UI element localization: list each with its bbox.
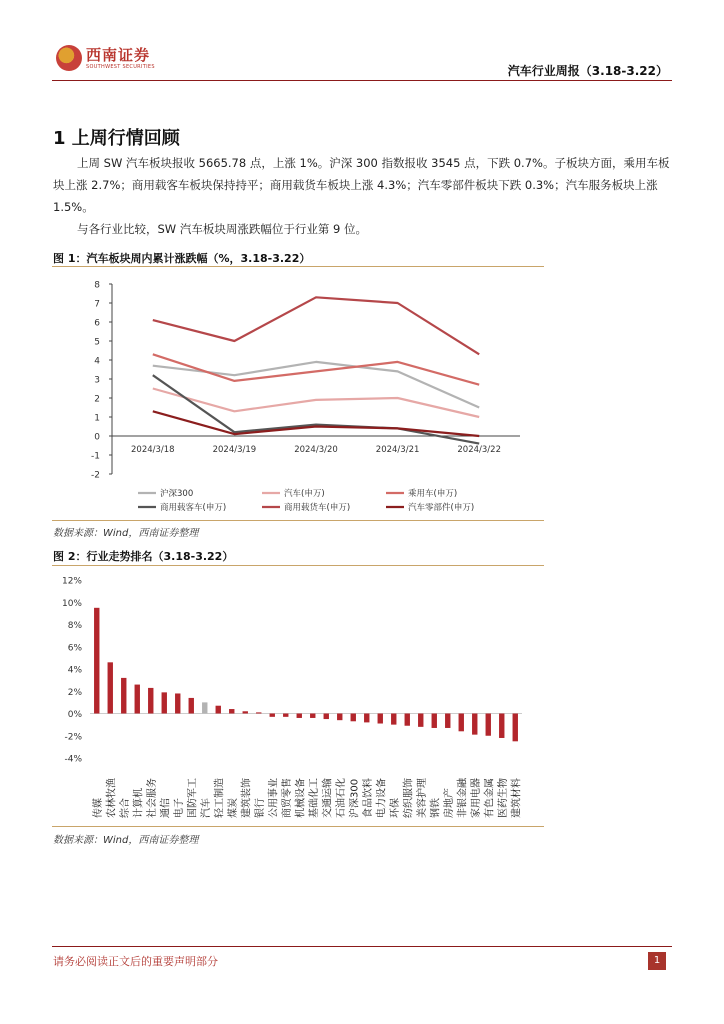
x-tick-label: 建筑装饰: [241, 778, 253, 818]
x-tick-label: 2024/3/22: [457, 445, 501, 455]
x-tick-label: 电力设备: [376, 778, 388, 818]
bar: [391, 714, 396, 725]
figure2-bottom-rule: [52, 826, 544, 827]
bar: [405, 714, 410, 726]
bar: [162, 692, 167, 713]
figure2-top-rule: [52, 565, 544, 566]
ranking-paragraph: 与各行业比较，SW 汽车板块周涨跌幅位于行业第 9 位。: [77, 222, 367, 236]
bar: [459, 714, 464, 732]
bar: [472, 714, 477, 735]
bar: [189, 698, 194, 714]
y-tick-label: 7: [94, 299, 100, 310]
bar: [445, 714, 450, 728]
bar: [135, 685, 140, 714]
section-heading: 1 上周行情回顾: [53, 128, 180, 149]
x-tick-label: 农林牧渔: [106, 778, 118, 818]
legend-label: 汽车零部件(申万): [408, 503, 475, 513]
x-tick-label: 银行: [254, 798, 266, 818]
bar: [229, 709, 234, 713]
x-tick-label: 2024/3/19: [212, 445, 257, 455]
line-chart: [52, 270, 544, 518]
legend-label: 乘用车(申万): [408, 489, 458, 499]
x-tick-label: 医药生物: [497, 778, 509, 818]
x-tick-label: 机械设备: [295, 778, 307, 818]
x-tick-label: 家用电器: [470, 778, 482, 818]
y-tick-label: -4%: [64, 754, 82, 765]
bar: [378, 714, 383, 724]
x-tick-label: 传媒: [92, 798, 104, 818]
x-tick-label: 通信: [160, 798, 172, 818]
report-title: 汽车行业周报（3.18-3.22）: [507, 64, 668, 78]
bar: [121, 678, 126, 714]
figure2-source: 数据来源：Wind，西南证券整理: [53, 835, 199, 846]
y-tick-label: 2: [94, 394, 100, 405]
bar: [148, 688, 153, 714]
x-tick-label: 电子: [173, 798, 185, 818]
x-tick-label: 交通运输: [322, 778, 334, 818]
x-tick-label: 钢铁: [430, 798, 442, 818]
bar: [337, 714, 342, 721]
bar: [256, 712, 261, 713]
y-tick-label: 10%: [61, 598, 82, 609]
y-tick-label: 0%: [67, 710, 82, 720]
x-tick-label: 基础化工: [308, 778, 320, 818]
bar: [202, 702, 207, 713]
footer-disclaimer: 请务必阅读正文后的重要声明部分: [53, 955, 218, 968]
bar: [418, 714, 423, 727]
bar: [432, 714, 437, 728]
y-tick-label: -2: [91, 470, 100, 481]
bar: [310, 714, 315, 718]
x-tick-label: 国防军工: [187, 778, 199, 818]
figure1-title: 图 1：汽车板块周内累计涨跌幅（%，3.18-3.22）: [53, 252, 311, 265]
bar: [351, 714, 356, 722]
x-tick-label: 沪深300: [349, 778, 361, 818]
x-tick-label: 2024/3/20: [294, 445, 338, 455]
company-logo: [56, 44, 155, 76]
bar: [175, 693, 180, 713]
x-tick-label: 煤炭: [227, 798, 239, 818]
x-tick-label: 有色金属: [484, 778, 496, 818]
y-tick-label: 2%: [67, 687, 82, 698]
figure1-bottom-rule: [52, 520, 544, 521]
bar: [243, 711, 248, 713]
y-tick-label: 12%: [61, 576, 82, 587]
y-tick-label: 3: [94, 375, 100, 386]
y-tick-label: 6: [94, 318, 100, 329]
x-tick-label: 公用事业: [268, 778, 280, 818]
header-divider: [52, 80, 672, 81]
y-tick-label: 5: [94, 337, 100, 348]
bar: [283, 714, 288, 717]
logo-emblem: [56, 45, 82, 71]
logo-subtext: SOUTHWEST SECURITIES: [86, 64, 155, 70]
footer-divider: [52, 946, 672, 947]
x-tick-label: 2024/3/21: [375, 445, 420, 455]
x-tick-label: 环保: [389, 798, 401, 818]
bar: [324, 714, 329, 720]
x-tick-label: 非银金融: [457, 778, 469, 818]
bar: [108, 662, 113, 713]
x-tick-label: 社会服务: [146, 778, 158, 818]
x-tick-label: 综合: [119, 798, 131, 818]
series-line: [153, 354, 479, 384]
x-tick-label: 房地产: [443, 788, 455, 818]
bar-chart: [52, 568, 544, 824]
legend-label: 沪深300: [160, 489, 194, 499]
x-tick-label: 建筑材料: [511, 778, 523, 818]
bar: [216, 706, 221, 714]
y-tick-label: 0: [94, 432, 100, 443]
summary-paragraph: 上周 SW 汽车板块报收 5665.78 点，上涨 1%。沪深 300 指数报收 3545 点，下跌 0.7%。子板块方面，乘用车板块上涨 2.7%；商用载客车板块保持持平；商用载货车板块上涨 4.3%；汽车零部件板块下跌 0.3%；汽车服务板块上涨 1.5%。: [53, 156, 670, 214]
bar: [513, 714, 518, 742]
x-tick-label: 石油石化: [335, 778, 347, 818]
bar: [364, 714, 369, 723]
x-tick-label: 纺织服饰: [403, 778, 415, 818]
y-tick-label: -2%: [64, 732, 82, 743]
bar: [270, 714, 275, 717]
legend-label: 商用载客车(申万): [160, 503, 227, 513]
figure1-top-rule: [52, 266, 544, 267]
x-tick-label: 汽车: [200, 798, 212, 818]
x-tick-label: 计算机: [133, 788, 145, 818]
y-tick-label: 8: [94, 280, 100, 291]
legend-label: 汽车(申万): [284, 489, 325, 499]
x-tick-label: 商贸零售: [281, 778, 293, 818]
series-line: [153, 389, 479, 418]
bar: [486, 714, 491, 736]
series-line: [153, 297, 479, 354]
y-tick-label: 8%: [67, 621, 82, 631]
y-tick-label: 4: [94, 356, 100, 367]
page-number: 1: [648, 952, 666, 970]
bar: [297, 714, 302, 718]
x-tick-label: 食品饮料: [362, 778, 374, 818]
x-tick-label: 2024/3/18: [131, 445, 175, 455]
bar: [94, 608, 99, 714]
legend-label: 商用载货车(申万): [284, 503, 351, 513]
x-tick-label: 美容护理: [416, 778, 428, 818]
y-tick-label: -1: [91, 451, 100, 462]
figure2-title: 图 2：行业走势排名（3.18-3.22）: [53, 550, 234, 563]
x-tick-label: 轻工制造: [214, 778, 226, 818]
y-tick-label: 1: [94, 413, 100, 424]
logo-text: 西南证券: [86, 46, 151, 64]
bar: [499, 714, 504, 738]
y-tick-label: 4%: [67, 665, 82, 676]
figure1-source: 数据来源：Wind，西南证券整理: [53, 528, 199, 539]
y-tick-label: 6%: [67, 643, 82, 654]
